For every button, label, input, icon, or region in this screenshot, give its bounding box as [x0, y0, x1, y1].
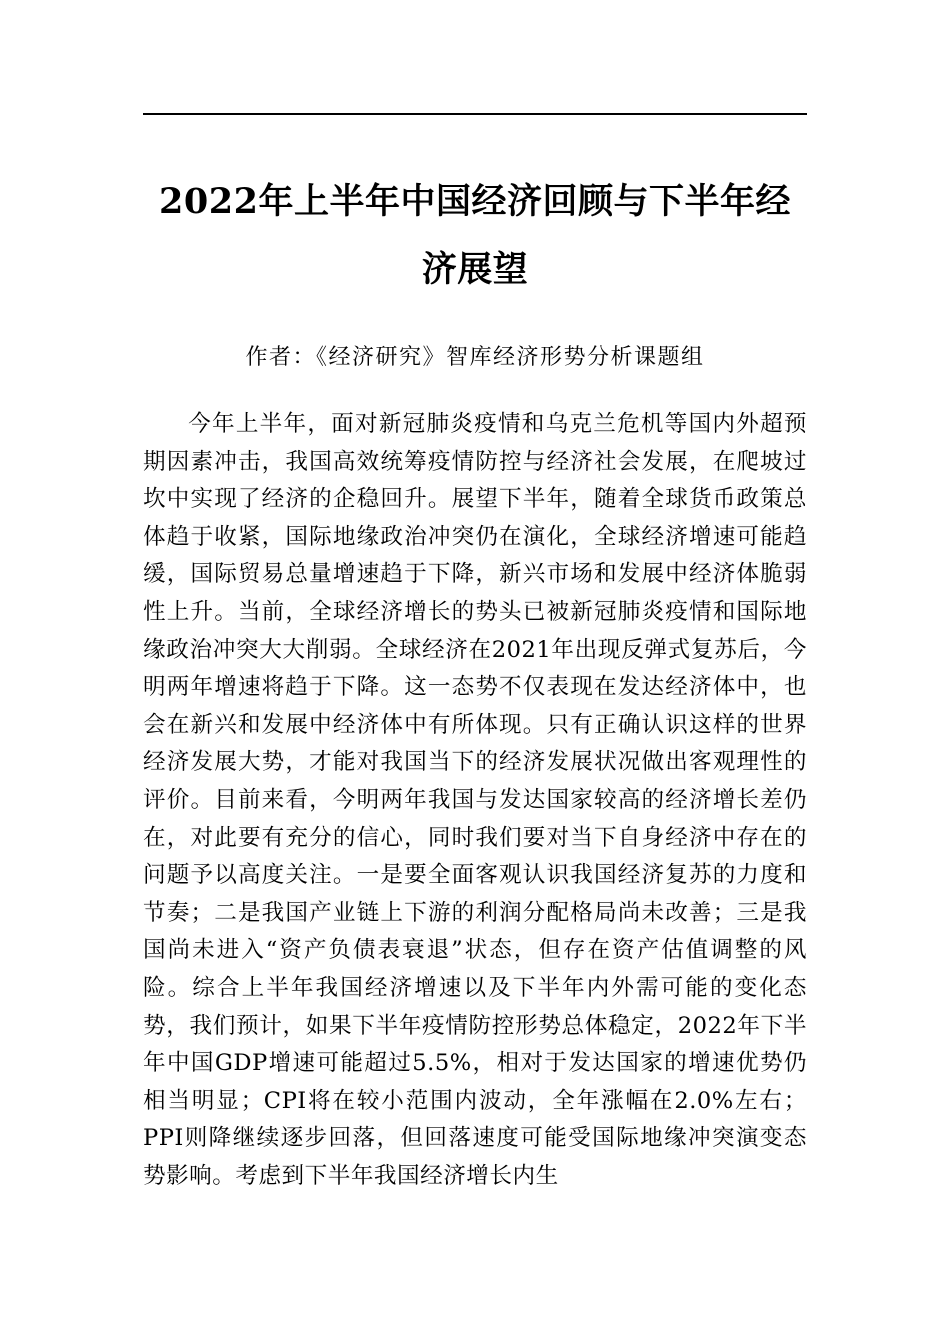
author-line: 作者：《经济研究》智库经济形势分析课题组	[245, 345, 705, 370]
body-paragraph: 今年上半年，面对新冠肺炎疫情和乌克兰危机等国内外超预期因素冲击，我国高效统筹疫情防控与经济社会发展，在爬坡过坎中实现了经济的企稳回升。展望下半年，随着全球货币政策总体趋于收紧，国际地缘政治冲突仍在演化，全球经济增速可能趋缓，国际贸易总量增速趋于下降，新兴市场和发展中经济体脆弱性上升。当前，全球经济增长的势头已被新冠肺炎疫情和国际地缘政治冲突大大削弱。全球经济在2021年出现反弹式复苏后，今明两年增速将趋于下降。这一态势不仅表现在发达经济体中，也会在新兴和发展中经济体中有所体现。只有正确认识这样的世界经济发展大势，才能对我国当下的经济发展状况做出客观理性的评价。目前来看，今明两年我国与发达国家较高的经济增长差仍在，对此要有充分的信心，同时我们要对当下自身经济中存在的问题予以高度关注。一是要全面客观认识我国经济复苏的力度和节奏；二是我国产业链上下游的利润分配格局尚未改善；三是我国尚未进入“资产负债表衰退”状态，但存在资产估值调整的风险。综合上半年我国经济增速以及下半年内外需可能的变化态势，我们预计，如果下半年疫情防控形势总体稳定，2022年下半年中国GDP增速可能超过5.5%，相对于发达国家的增速优势仍相当明显；CPI将在较小范围内波动，全年涨幅在2.0%左右；PPI则降继续逐步回落，但回落速度可能受国际地缘冲突演变态势影响。考虑到下半年我国经济增长内生	[143, 411, 807, 1189]
header-rule	[143, 113, 807, 115]
document-title: 2022年上半年中国经济回顾与下半年经济展望	[159, 181, 791, 290]
